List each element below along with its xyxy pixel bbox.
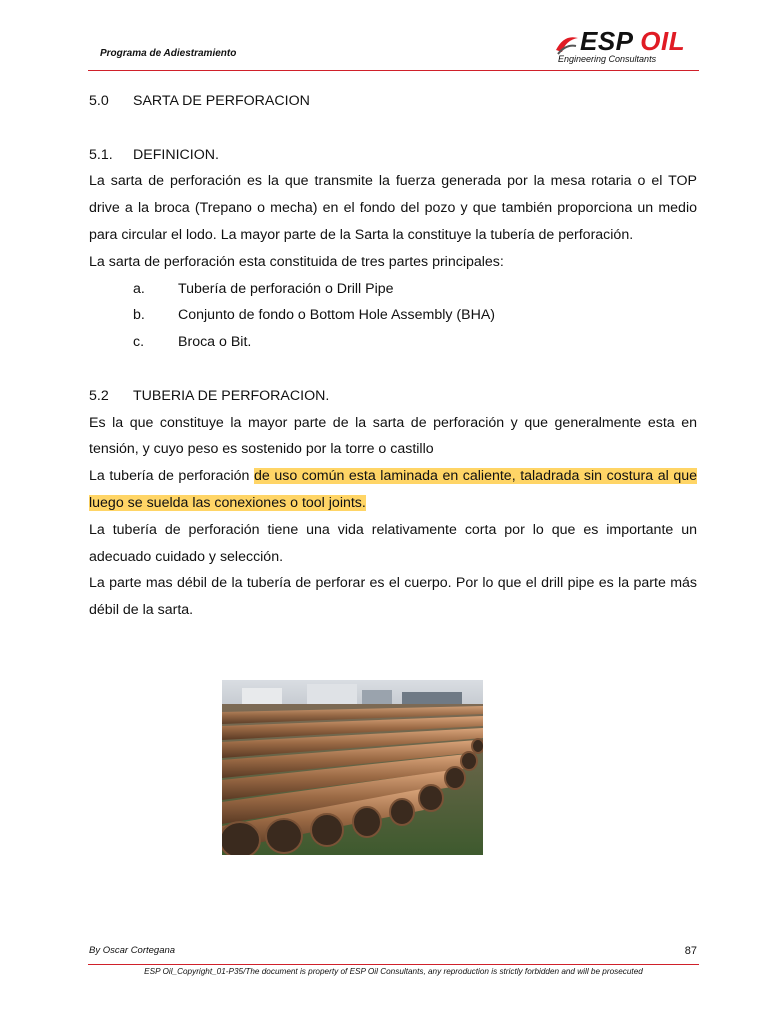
copyright-notice: ESP Oil_Copyright_01-P35/The document is property of ESP Oil Consultants, any reproduction is strictly forbidden and will be prosecuted <box>144 967 643 976</box>
document-body <box>89 88 697 624</box>
list-item <box>89 276 697 303</box>
list-letter: b. <box>133 307 145 324</box>
section-number: 5.2 <box>89 387 109 404</box>
paragraph-highlighted <box>89 463 697 517</box>
list-text: Broca o Bit. <box>178 334 252 351</box>
logo-subtitle: Engineering Consultants <box>558 54 657 64</box>
paragraph: Es la que constituye la mayor parte de la sarta de perforación y que generalmente esta en tensión, y cuyo peso es sostenido por la torre o castillo <box>89 414 697 458</box>
section-title: TUBERIA DE PERFORACION. <box>133 387 330 404</box>
paragraph: La parte mas débil de la tubería de perforar es el cuerpo. Por lo que el drill pipe es la parte más débil de la sarta. <box>89 575 697 619</box>
list-letter: c. <box>133 334 145 351</box>
section-number: 5.1. <box>89 146 113 163</box>
logo-brand-main: ESP <box>580 26 633 56</box>
section-title: SARTA DE PERFORACION <box>133 93 310 109</box>
paragraph: La sarta de perforación esta constituida de tres partes principales: <box>89 253 504 270</box>
list-letter: a. <box>133 280 145 297</box>
highlighted-text: de uso común esta laminada en caliente, taladrada sin costura al que luego se suelda las conexiones o tool joints. <box>89 468 697 511</box>
footer-rule <box>88 964 699 965</box>
esp-oil-logo <box>552 24 702 68</box>
logo-brand-oil: OIL <box>640 26 686 56</box>
section-number: 5.0 <box>89 93 109 109</box>
header-rule <box>88 70 699 71</box>
paragraph-lead: La tubería de perforación <box>89 468 254 485</box>
program-label: Programa de Adiestramiento <box>100 48 237 59</box>
drill-pipe-photo <box>222 680 483 855</box>
list-text: Conjunto de fondo o Bottom Hole Assembly (BHA) <box>178 307 496 324</box>
list-item <box>89 302 697 329</box>
list-item <box>89 329 697 356</box>
logo-wordmark <box>580 26 685 57</box>
section-heading-5-1 <box>89 142 697 169</box>
paragraph: La sarta de perforación es la que transmite la fuerza generada por la mesa rotaria o el TOP drive a la broca (Trepano o mecha) en el fondo del pozo y que también proporciona un medio para circular el lodo. La mayor parte de la Sarta la constituye la tubería de perforación. <box>89 173 697 243</box>
list-text: Tubería de perforación o Drill Pipe <box>178 280 394 297</box>
section-title: DEFINICION. <box>133 146 219 163</box>
section-heading-5-2 <box>89 383 697 410</box>
paragraph: La tubería de perforación tiene una vida relativamente corta por lo que es importante un adecuado cuidado y selección. <box>89 521 697 565</box>
author-credit: By Oscar Cortegana <box>89 945 176 956</box>
section-heading-5-0 <box>89 88 697 115</box>
page-number: 87 <box>684 945 697 957</box>
